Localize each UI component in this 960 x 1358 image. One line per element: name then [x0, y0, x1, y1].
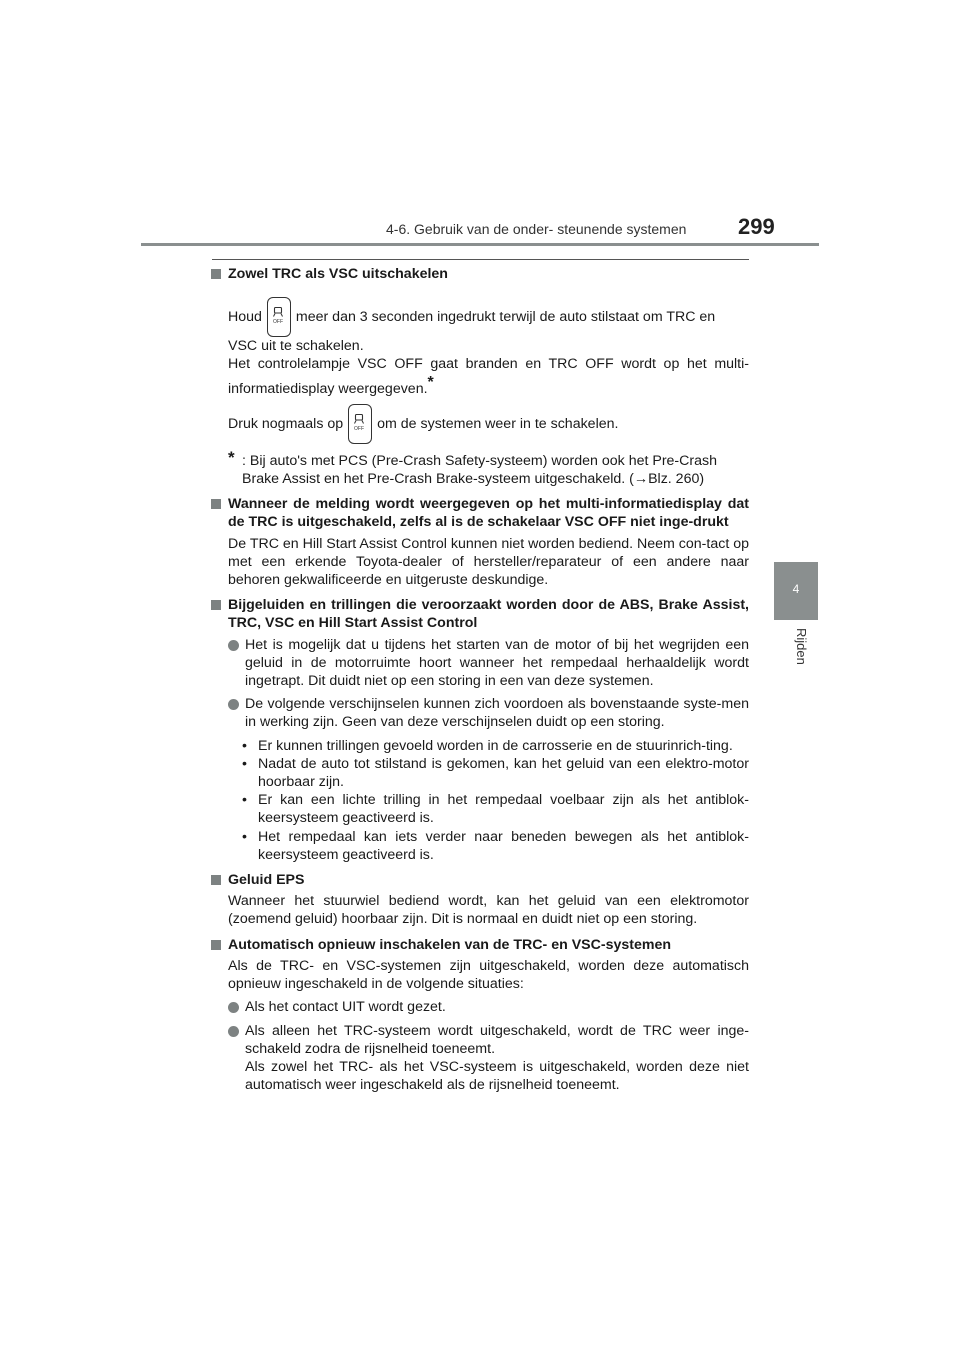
section-trc-message	[211, 495, 749, 589]
chapter-label: Rijden	[794, 628, 809, 665]
page-number: 299	[738, 214, 775, 239]
section-trc-vsc-off	[211, 265, 749, 488]
section-heading: Geluid EPS	[228, 872, 305, 889]
vsc-off-button-icon	[267, 297, 291, 337]
footnote: * : Bij auto's met PCS (Pre-Crash Safety-systeem) worden ook het Pre-Crash Brake Assist en het Pre-Crash Brake-systeem uitgeschakeld. (→Blz. 260)	[228, 447, 718, 488]
bullet-dot	[228, 1002, 239, 1013]
section-noises-vibrations	[211, 596, 749, 864]
section-heading: Zowel TRC als VSC uitschakelen	[228, 266, 448, 282]
hold-instruction-cont: VSC uit te schakelen.	[228, 338, 364, 355]
section-heading: Automatisch opnieuw inschakelen van de TRC- en VSC-systemen	[228, 936, 672, 953]
section-square-marker	[211, 499, 221, 509]
bullet-dot	[228, 640, 239, 651]
bullet-dot	[228, 1026, 239, 1037]
bullet-dot	[228, 699, 239, 710]
section-square-marker	[211, 875, 221, 885]
header-rule	[141, 243, 819, 246]
vsc-off-button-icon	[348, 404, 372, 444]
section-heading: Wanneer de melding wordt weergegeven op het multi-informatiedisplay dat de TRC is uitgeschakeld, zelfs al is de schakelaar VSC OFF niet inge-drukt	[228, 496, 749, 531]
content-top-rule	[212, 259, 749, 260]
list-item: Als het contact UIT wordt gezet.	[228, 998, 749, 1016]
section-square-marker	[211, 940, 221, 950]
chapter-tab	[774, 562, 818, 620]
press-instruction: Druk nogmaals op OFF om de systemen weer in te schakelen.	[228, 404, 749, 444]
section-square-marker	[211, 269, 221, 279]
chapter-number: 4	[792, 582, 800, 596]
section-text: Als de TRC- en VSC-systemen zijn uitgeschakeld, worden deze automatisch opnieuw ingeschakeld in de volgende situaties:	[228, 957, 749, 993]
section-auto-reactivation	[211, 936, 749, 1095]
list-item: De volgende verschijnselen kunnen zich voordoen als bovenstaande syste-men in werking zijn. Geen van deze verschijnselen duidt op een storing.	[228, 695, 749, 731]
hold-instruction: Houd OFF meer dan 3 seconden ingedrukt terwijl de auto stilstaat om TRC en	[228, 297, 749, 337]
svg-text:OFF: OFF	[354, 425, 365, 432]
svg-text:OFF: OFF	[272, 319, 283, 326]
page-content	[211, 265, 749, 1094]
sub-list-item: • Er kan een lichte trilling in het rempedaal voelbaar zijn als het antiblok-keersysteem geactiveerd is.	[242, 792, 749, 827]
page-reference: Blz. 260)	[648, 471, 705, 488]
section-eps-noise	[211, 871, 749, 929]
arrow-icon: →	[633, 471, 649, 488]
section-text: Wanneer het stuurwiel bediend wordt, kan het geluid van een elektromotor (zoemend geluid) hoorbaar zijn. Dit is normaal en duidt niet op een storing.	[228, 893, 749, 928]
section-heading: Bijgeluiden en trillingen die veroorzaakt worden door de ABS, Brake Assist, TRC, VSC en Hill Start Assist Control	[228, 597, 749, 632]
sub-list-item: • Het rempedaal kan iets verder naar beneden bewegen als het antiblok-keersysteem geactiveerd is.	[242, 828, 749, 863]
section-text: De TRC en Hill Start Assist Control kunnen niet worden bediend. Neem con-tact op met een erkende Toyota-dealer of hersteller/reparateur of een andere naar behoren gekwalificeerde en uitgeruste deskundige.	[228, 535, 749, 589]
list-item: Als alleen het TRC-systeem wordt uitgeschakeld, wordt de TRC weer inge-schakeld zodra de rijsnelheid toeneemt. Als zowel het TRC- als het VSC-systeem is uitgeschakeld, worden deze niet automatisch weer ingeschakeld als de rijsnelheid toeneemt.	[228, 1022, 749, 1095]
sub-list-item: • Nadat de auto tot stilstand is gekomen, kan het geluid van een elektro-motor hoorbaar zijn.	[242, 755, 749, 791]
list-item: Het is mogelijk dat u tijdens het starten van de motor of bij het wegrijden een geluid in de motorruimte hoort wanneer het rempedaal herhaaldelijk wordt ingetrapt. Dit duidt niet op een storing in een van deze systemen.	[228, 636, 749, 691]
footnote-mark: *	[228, 447, 235, 467]
lamp-text: Het controlelampje VSC OFF gaat branden en TRC OFF wordt op het multi-informatiedisplay weergegeven.*	[228, 356, 749, 397]
header-section-title: 4-6. Gebruik van de onder- steunende systemen	[386, 221, 687, 237]
sub-list-item: • Er kunnen trillingen gevoeld worden in de carrosserie en de stuurinrich-ting.	[242, 737, 733, 754]
section-square-marker	[211, 600, 221, 610]
